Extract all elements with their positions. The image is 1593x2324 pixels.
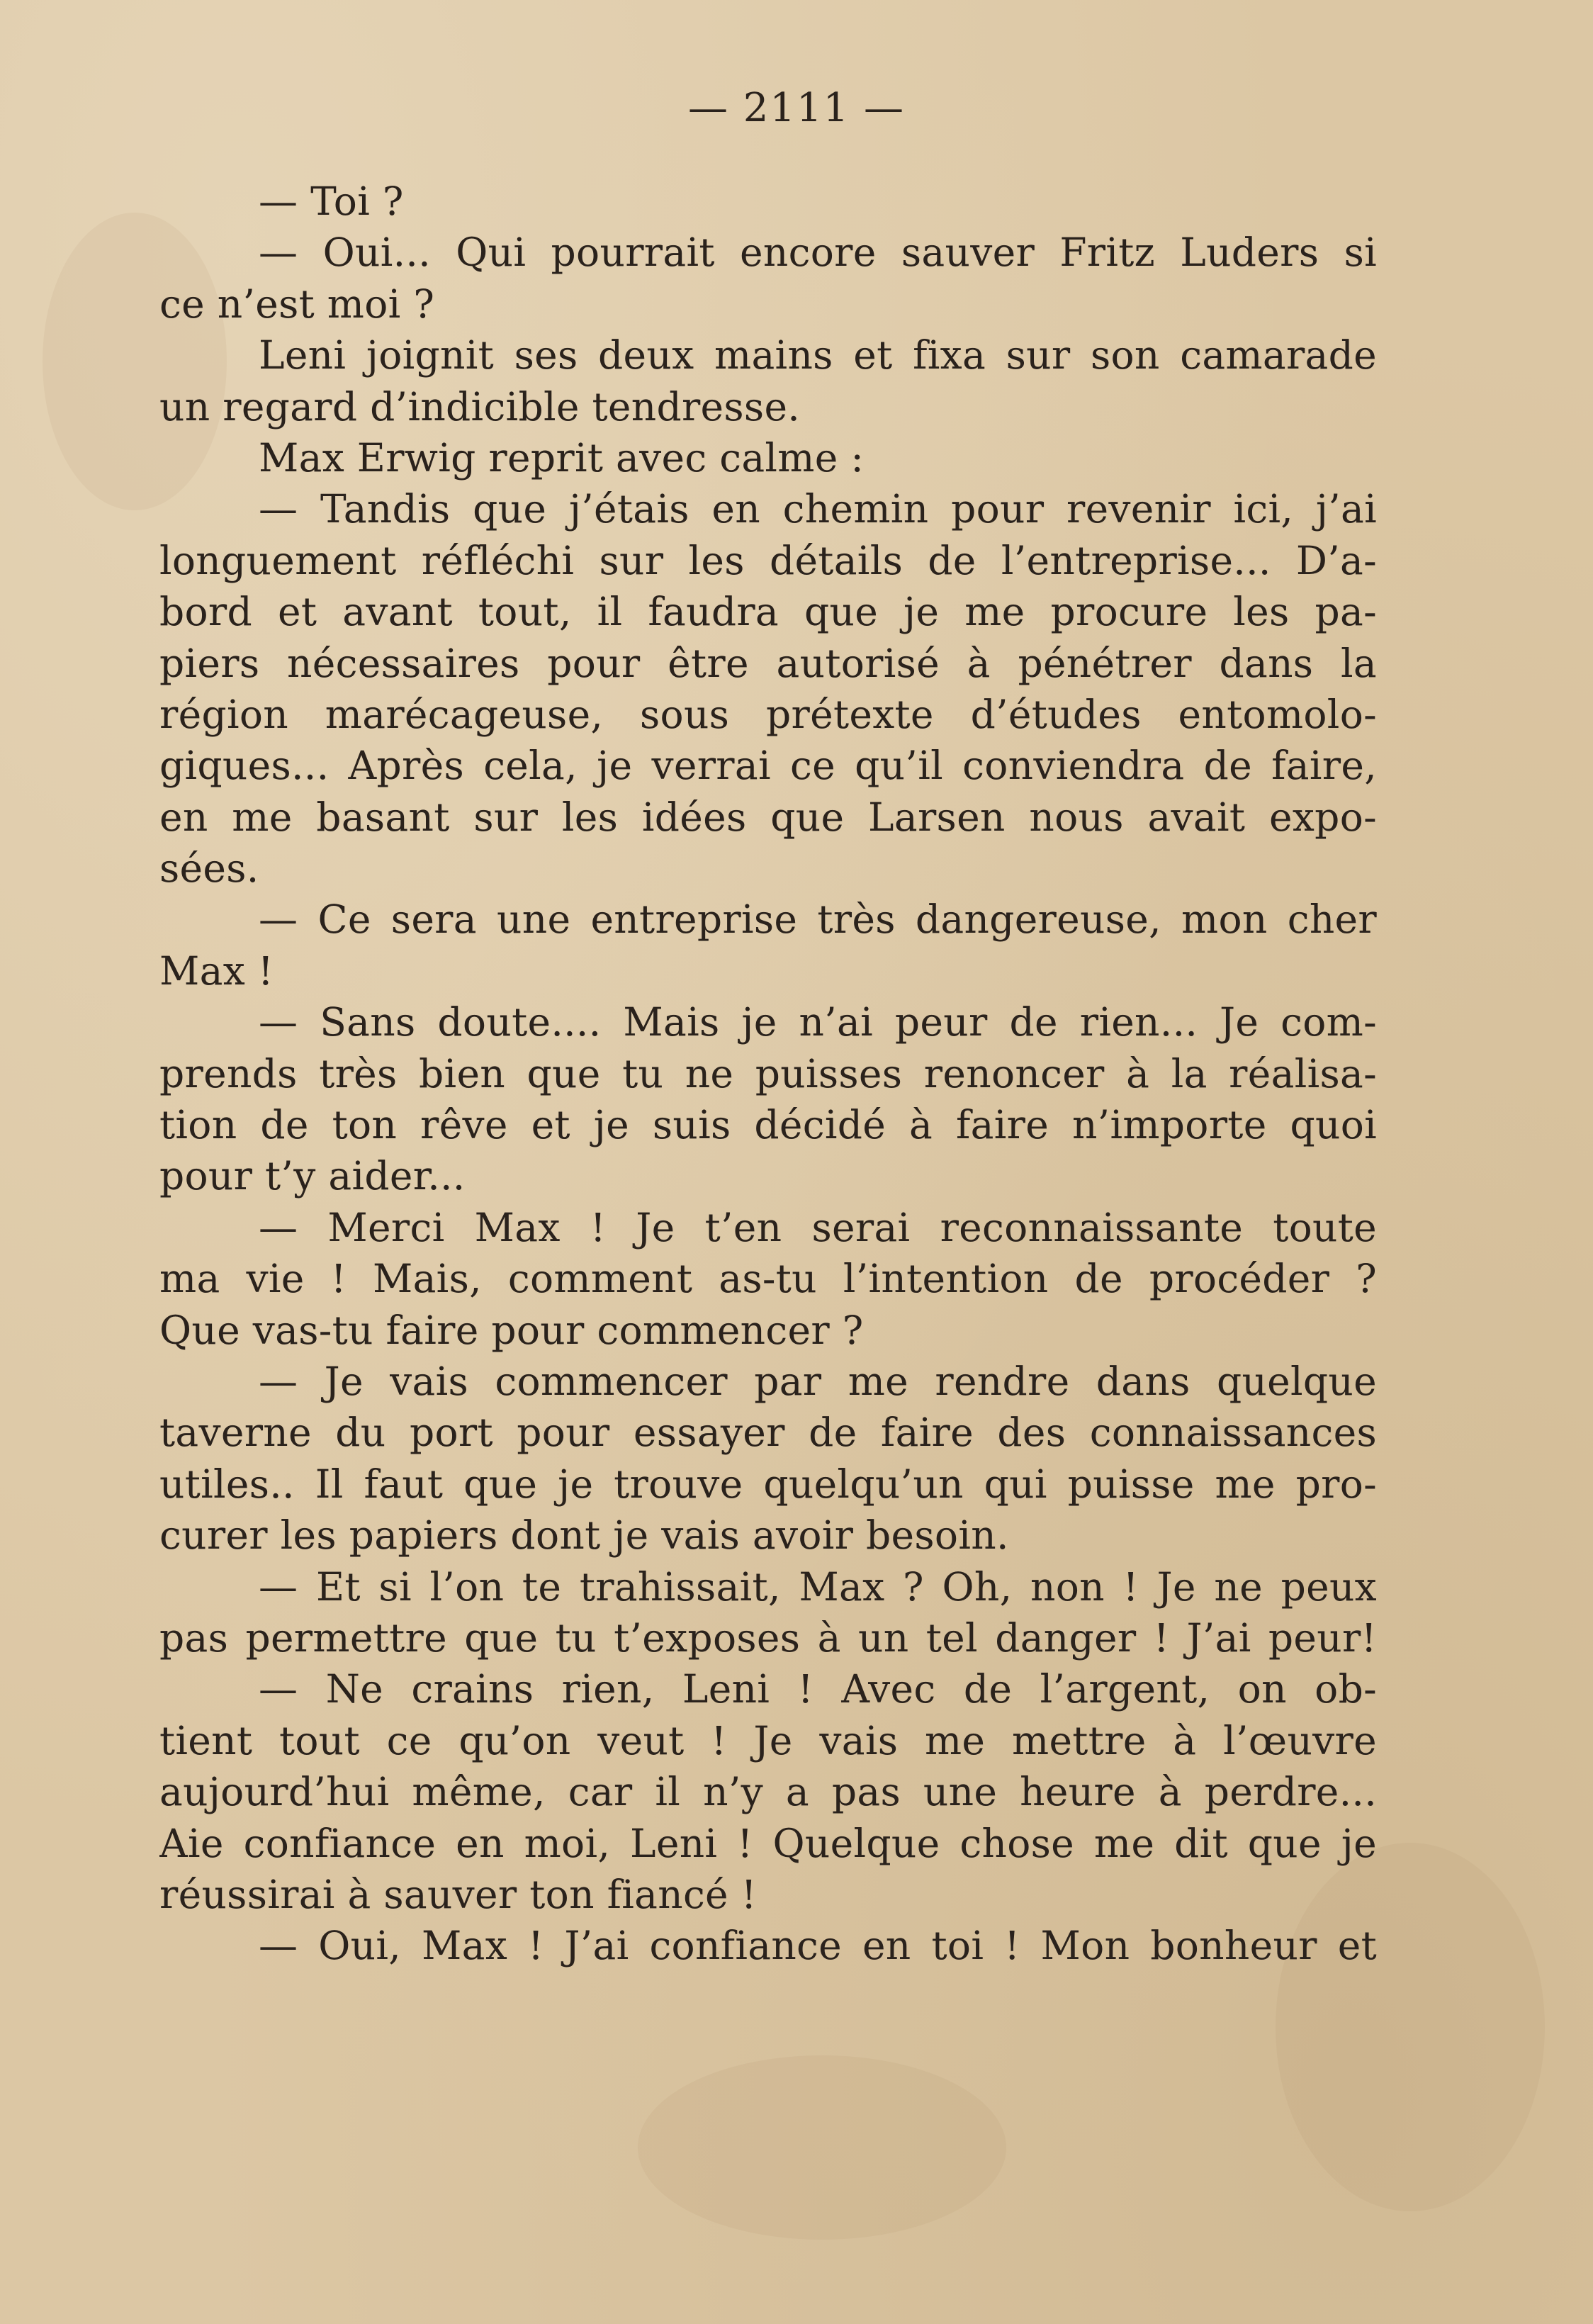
text-line: — Oui, Max ! J’ai confiance en toi ! Mon bonheur et	[259, 1923, 1377, 1969]
text-line: en me basant sur les idées que Larsen nous avait expo-	[159, 794, 1377, 840]
text-line: sées.	[159, 846, 259, 892]
text-line: Aie confiance en moi, Leni ! Quelque chose me dit que je	[159, 1820, 1377, 1866]
text-line: taverne du port pour essayer de faire des connaissances	[159, 1410, 1377, 1456]
text-line: Max Erwig reprit avec calme :	[259, 434, 865, 481]
text-line: — Merci Max ! Je t’en serai reconnaissante toute	[259, 1204, 1377, 1250]
text-line: ce n’est moi ?	[159, 281, 435, 327]
text-line: — Ce sera une entreprise très dangereuse, mon cher	[259, 897, 1377, 943]
text-line: curer les papiers dont je vais avoir besoin.	[159, 1512, 1009, 1559]
body-text	[159, 176, 1377, 1972]
text-line: piers nécessaires pour être autorisé à pénétrer dans la	[159, 640, 1377, 686]
text-line: tient tout ce qu’on veut ! Je vais me mettre à l’œuvre	[159, 1717, 1377, 1763]
text-line: — Oui... Qui pourrait encore sauver Fritz Luders si	[259, 230, 1377, 276]
text-line: longuement réfléchi sur les détails de l’entreprise... D’a-	[159, 537, 1377, 583]
text-line: pas permettre que tu t’exposes à un tel danger ! J’ai peur!	[159, 1615, 1377, 1661]
text-line: — Toi ?	[259, 179, 404, 224]
paper-stain	[638, 2055, 1006, 2240]
text-line: pour t’y aider...	[159, 1153, 466, 1199]
text-line: Que vas-tu faire pour commencer ?	[159, 1307, 864, 1353]
text-line: aujourd’hui même, car il n’y a pas une heure à perdre...	[159, 1769, 1377, 1815]
text-line: réussirai à sauver ton fiancé !	[159, 1871, 758, 1917]
text-line: un regard d’indicible tendresse.	[159, 383, 801, 430]
text-line: — Et si l’on te trahissait, Max ? Oh, non ! Je ne peux	[259, 1564, 1377, 1610]
text-line: tion de ton rêve et je suis décidé à faire n’importe quoi	[159, 1102, 1377, 1148]
text-line: — Ne crains rien, Leni ! Avec de l’argent, on ob-	[259, 1666, 1377, 1712]
text-line: — Je vais commencer par me rendre dans quelque	[259, 1358, 1377, 1404]
text-line: — Sans doute.... Mais je n’ai peur de rien... Je com-	[259, 999, 1377, 1045]
text-line: ma vie ! Mais, comment as-tu l’intention de procéder ?	[159, 1256, 1377, 1302]
text-line: utiles.. Il faut que je trouve quelqu’un qui puisse me pro-	[159, 1461, 1377, 1507]
text-line: Max !	[159, 948, 274, 994]
text-line: — Tandis que j’étais en chemin pour revenir ici, j’ai	[259, 486, 1377, 532]
page-number: — 2111 —	[687, 85, 906, 131]
text-line: région marécageuse, sous prétexte d’études entomolo-	[159, 691, 1377, 737]
text-line: prends très bien que tu ne puisses renoncer à la réalisa-	[159, 1050, 1377, 1096]
text-line: Leni joignit ses deux mains et fixa sur son camarade	[259, 332, 1377, 378]
text-line: giques... Après cela, je verrai ce qu’il conviendra de faire,	[159, 743, 1377, 789]
text-line: bord et avant tout, il faudra que je me procure les pa-	[159, 589, 1377, 635]
